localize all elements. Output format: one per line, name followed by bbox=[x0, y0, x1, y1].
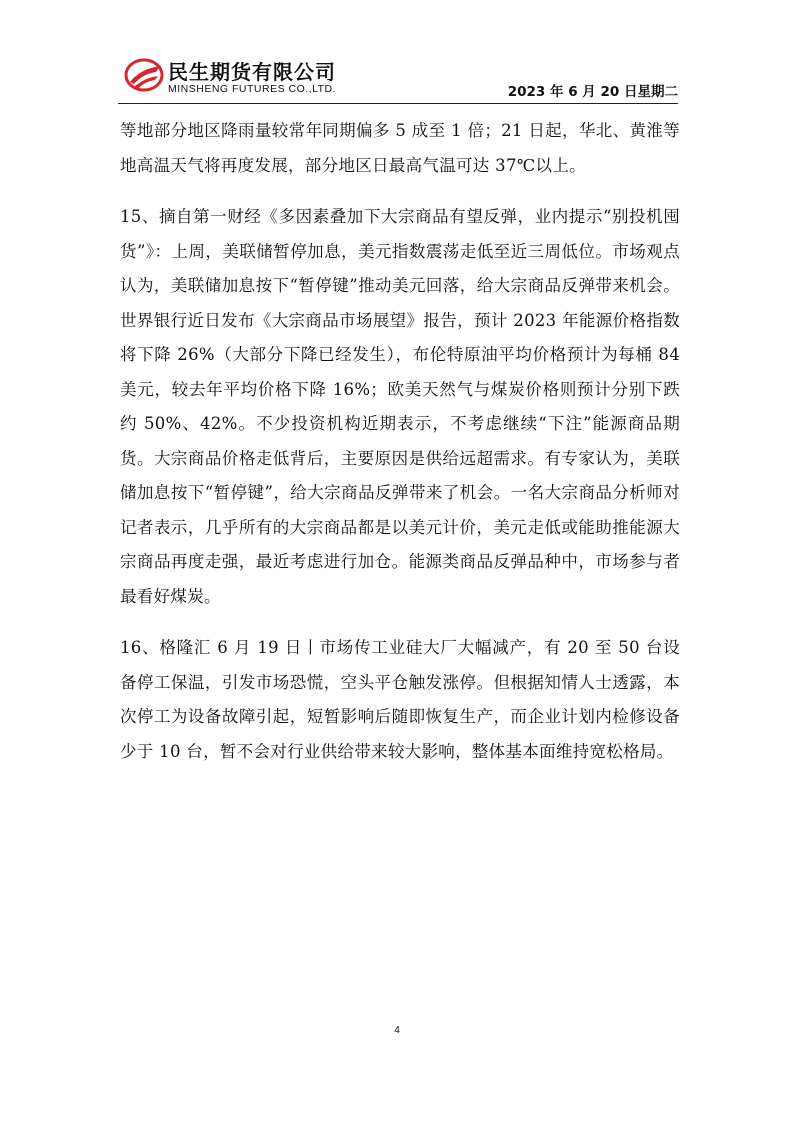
page-number: 4 bbox=[394, 1025, 400, 1036]
paragraph-item-15: 15、摘自第一财经《多因素叠加下大宗商品有望反弹，业内提示“别投机囤货”》：上周，美联储暂停加息，美元指数震荡走低至近三周低位。市场观点认为，美联储加息按下“暂停键”推动美元回落，给大宗商品反弹带来机会。世界银行近日发布《大宗商品市场展望》报告，预计 2023 年能源价格指数将下降 26%（大部分下降已经发生），布伦特原油平均价格预计为每桶 84 美元，较去年平均价格下降 16%；欧美天然气与煤炭价格则预计分别下跌约 50%、42%。不少投资机构近期表示，不考虑继续“下注”能源商品期货。大宗商品价格走低背后，主要原因是供给远超需求。有专家认为，美联储加息按下“暂停键”，给大宗商品反弹带来了机会。一名大宗商品分析师对记者表示，几乎所有的大宗商品都是以美元计价，美元走低或能助推能源大宗商品再度走强，最近考虑进行加仓。能源类商品反弹品种中，市场参与者最看好煤炭。 bbox=[120, 207, 680, 606]
minsheng-logo-icon bbox=[124, 58, 164, 92]
report-body bbox=[120, 114, 680, 786]
report-date: 2023 年 6 月 20 日星期二 bbox=[507, 84, 678, 100]
page-header bbox=[118, 52, 678, 104]
paragraph-item-16: 16、格隆汇 6 月 19 日丨市场传工业硅大厂大幅减产，有 20 至 50 台设备停工保温，引发市场恐慌，空头平仓触发涨停。但根据知情人士透露，本次停工为设备故障引起，短暂影响后随即恢复生产，而企业计划内检修设备少于 10 台，暂不会对行业供给带来较大影响，整体基本面维持宽松格局。 bbox=[120, 638, 680, 761]
paragraph-continued: 等地部分地区降雨量较常年同期偏多 5 成至 1 倍；21 日起，华北、黄淮等地高温天气将再度发展，部分地区日最高气温可达 37℃以上。 bbox=[120, 121, 680, 175]
company-name-cn: 民生期货有限公司 bbox=[168, 60, 336, 84]
header-divider bbox=[118, 103, 678, 104]
company-name-en: MINSHENG FUTURES CO.,LTD. bbox=[168, 83, 337, 95]
